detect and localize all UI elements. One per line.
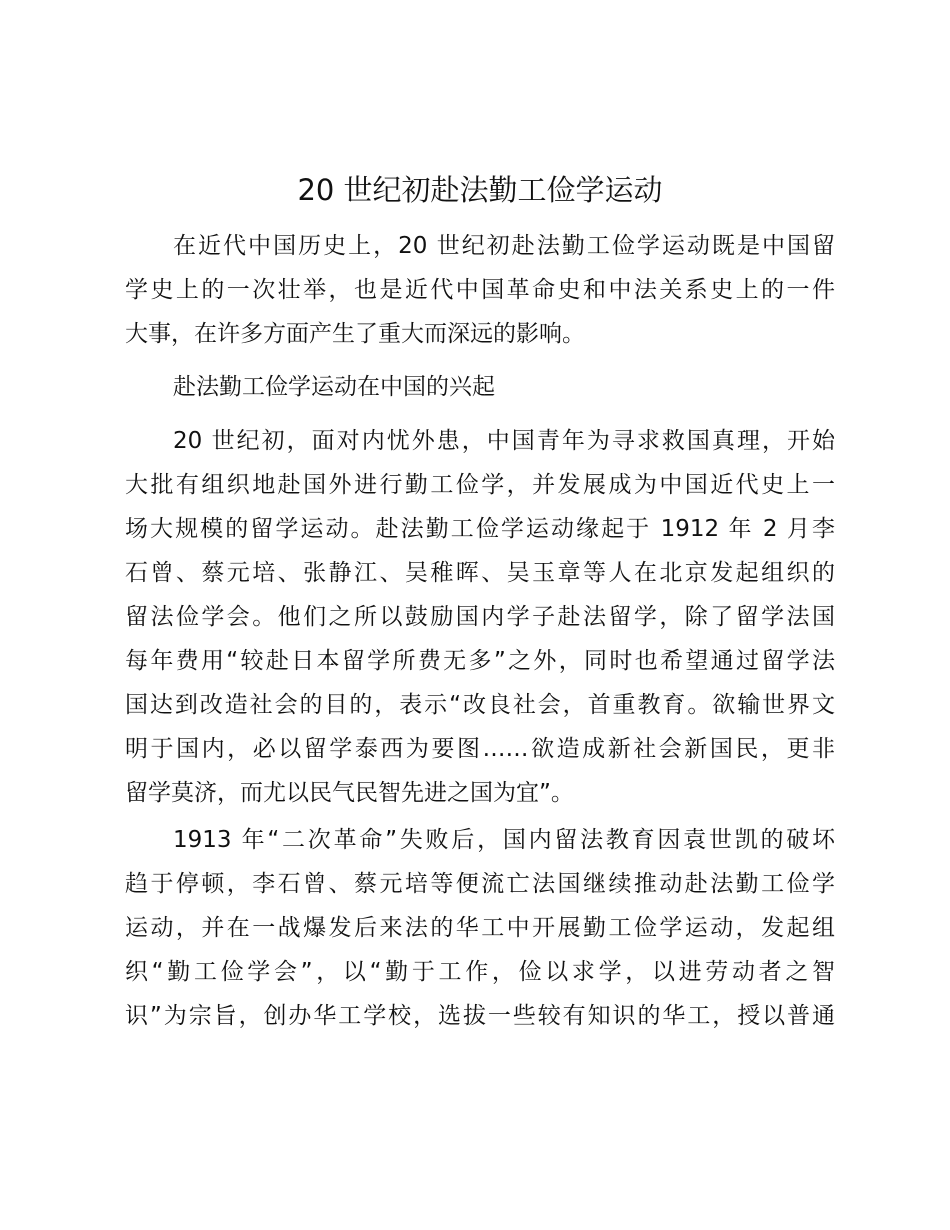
text-line: 1913 年“二次革命”失败后，国内留法教育因袁世凯的破坏 xyxy=(173,827,835,853)
text-line: 每年费用“较赴日本留学所费无多”之外，同时也希望通过留学法 xyxy=(125,648,835,674)
text-line: 留法俭学会。他们之所以鼓励国内学子赴法留学，除了留学法国 xyxy=(125,604,835,630)
text-line: 运动，并在一战爆发后来法的华工中开展勤工俭学运动，发起组 xyxy=(125,915,835,941)
paragraph-origin xyxy=(125,419,835,815)
text-line: 大事，在许多方面产生了重大而深远的影响。 xyxy=(125,321,585,347)
text-line: 场大规模的留学运动。赴法勤工俭学运动缘起于 1912 年 2 月李 xyxy=(125,516,835,542)
text-line: 赴法勤工俭学运动在中国的兴起 xyxy=(173,374,495,400)
text-line: 国达到改造社会的目的，表示“改良社会，首重教育。欲输世界文 xyxy=(125,692,835,718)
text-line: 20 世纪初，面对内忧外患，中国青年为寻求救国真理，开始 xyxy=(173,428,835,454)
text-line: 石曾、蔡元培、张静江、吴稚晖、吴玉章等人在北京发起组织的 xyxy=(125,560,835,586)
text-line: 趋于停顿，李石曾、蔡元培等便流亡法国继续推动赴法勤工俭学 xyxy=(125,871,835,897)
text-line: 大批有组织地赴国外进行勤工俭学，并发展成为中国近代史上一 xyxy=(125,472,835,498)
document-title: 20 世纪初赴法勤工俭学运动 xyxy=(297,173,663,207)
text-line: 识”为宗旨，创办华工学校，选拔一些较有知识的华工，授以普通 xyxy=(125,1003,835,1029)
text-line: 织“勤工俭学会”，以“勤于工作，俭以求学，以进劳动者之智 xyxy=(125,959,835,985)
paragraph-1913 xyxy=(125,818,835,1038)
text-line: 留学莫济，而尤以民气民智先进之国为宜”。 xyxy=(125,780,574,806)
text-line: 学史上的一次壮举，也是近代中国革命史和中法关系史上的一件 xyxy=(125,277,835,303)
text-line: 明于国内，必以留学泰西为要图……欲造成新社会新国民，更非 xyxy=(125,736,835,762)
section-heading xyxy=(125,365,835,409)
text-line: 在近代中国历史上，20 世纪初赴法勤工俭学运动既是中国留 xyxy=(173,233,835,259)
paragraph-intro xyxy=(125,224,835,356)
